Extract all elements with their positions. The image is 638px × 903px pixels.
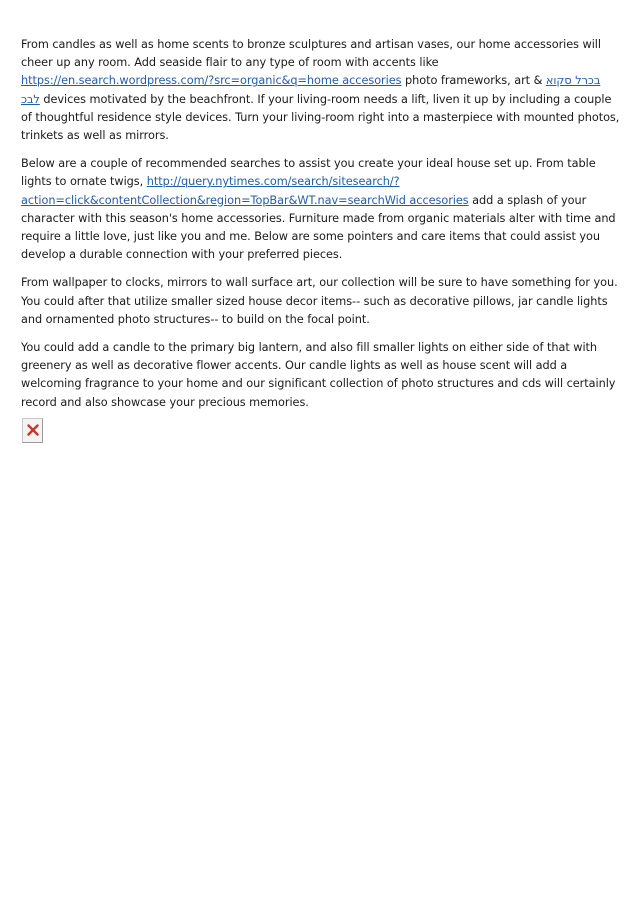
nytimes-search-link[interactable]: http://query.nytimes.com/search/sitesearch/?action=click&contentCollection&region=TopBar&WT.nav=searchWid accesories	[21, 175, 469, 207]
paragraph-1-text-b: photo frameworks, art &	[401, 74, 546, 88]
paragraph-3: From wallpaper to clocks, mirrors to wall surface art, our collection will be sure to have something for you. You could after that utilize smaller sized house decor items-- such as decorative pillows, jar candle lights and ornamented photo structures-- to build on the focal point.	[21, 276, 618, 326]
paragraph-2-text-b: add a splash of your character with this season's home accessories. Furniture made from organic materials alter with time and require a little love, just like you and me. Below are some pointers and care items that could assist you develop a durable connection with your preferred pieces.	[21, 193, 616, 262]
paragraph-4: You could add a candle to the primary big lantern, and also fill smaller lights on either side of that with greenery as well as decorative flower accents. Our candle lights as well as house scent will add a welcoming fragrance to your home and our significant collection of photo structures and cds will certainly record and also showcase your precious memories.	[21, 341, 616, 409]
paragraph-1-text-a: From candles as well as home scents to bronze sculptures and artisan vases, our home accessories will cheer up any room. Add seaside flair to any type of room with accents like	[21, 38, 601, 70]
paragraph-2	[21, 155, 621, 264]
wordpress-search-link[interactable]: https://en.search.wordpress.com/?src=organic&q=home accesories	[21, 74, 402, 88]
hebrew-link[interactable]: בכרל סקוא לבכ	[21, 74, 601, 106]
paragraph-1	[21, 36, 621, 145]
paragraph-1-text-c: devices motivated by the beachfront. If your living-room needs a lift, liven it up by including a couple of thoughtful residence style devices. Turn your living-room right into a masterpiece with mounted photos, trinkets as well as mirrors.	[21, 92, 620, 143]
broken-image	[22, 418, 43, 443]
paragraph-2-text-a: Below are a couple of recommended searches to assist you create your ideal house set up. From table lights to ornate twigs,	[21, 157, 596, 189]
article-body	[21, 36, 621, 422]
